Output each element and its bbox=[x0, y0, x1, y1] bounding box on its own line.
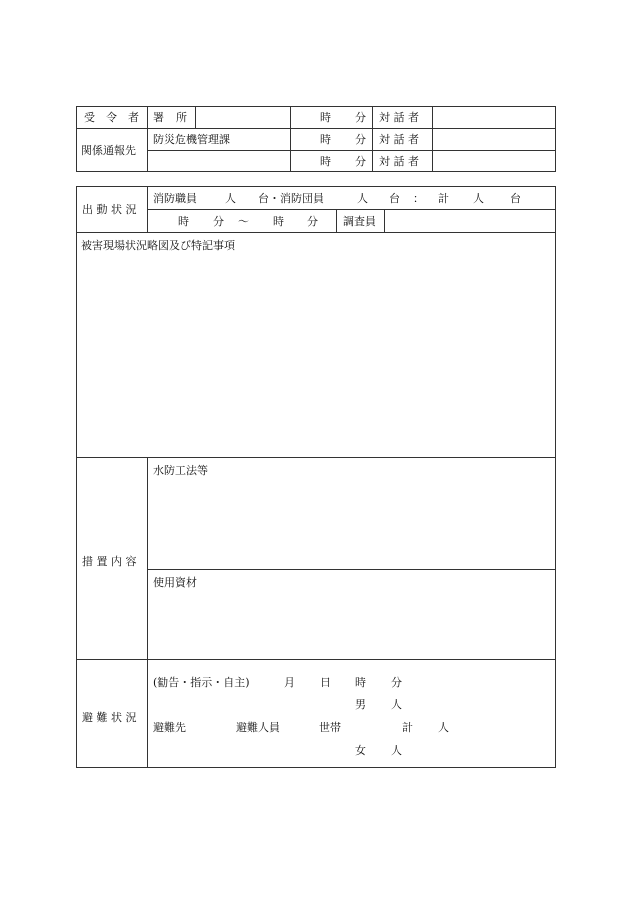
evacuation-minute: 分 bbox=[391, 676, 402, 689]
row1-minute: 分 bbox=[355, 111, 366, 124]
total-label: 計 bbox=[438, 192, 449, 205]
evac-total-unit: 人 bbox=[438, 721, 449, 734]
receiver-label: 受 令 者 bbox=[84, 111, 139, 124]
disaster-dept: 防災危機管理課 bbox=[153, 133, 230, 146]
evacuation-label: 避 難 状 況 bbox=[82, 711, 137, 724]
dispatch-end-hour: 時 bbox=[273, 215, 284, 228]
male-label: 男 bbox=[355, 698, 366, 711]
report-table bbox=[76, 186, 556, 768]
volunteer-vehicle-unit: 台 bbox=[389, 192, 400, 205]
row3-minute: 分 bbox=[355, 155, 366, 168]
related-notify-label: 関係通報先 bbox=[81, 144, 136, 157]
evacuation-hour: 時 bbox=[355, 676, 366, 689]
volunteer-people-unit: 人 bbox=[357, 192, 368, 205]
flood-method-label: 水防工法等 bbox=[153, 464, 208, 477]
row3-interlocutor: 対 話 者 bbox=[379, 155, 419, 168]
dispatch-start-hour: 時 bbox=[178, 215, 189, 228]
dispatch-tilde: ～ bbox=[238, 215, 249, 228]
row2-interlocutor: 対 話 者 bbox=[379, 133, 419, 146]
station-label-2: 所 bbox=[176, 111, 187, 124]
dispatch-end-minute: 分 bbox=[307, 215, 318, 228]
evacuation-day: 日 bbox=[320, 676, 331, 689]
dispatch-label: 出 動 状 況 bbox=[82, 203, 137, 216]
measures-label: 措 置 内 容 bbox=[82, 555, 137, 568]
dispatch-start-minute: 分 bbox=[213, 215, 224, 228]
evacuation-type: (勧告・指示・自主) bbox=[153, 676, 250, 689]
household-label: 世帯 bbox=[319, 721, 341, 734]
row1-hour: 時 bbox=[320, 111, 331, 124]
row2-minute: 分 bbox=[355, 133, 366, 146]
evacuation-month: 月 bbox=[284, 676, 295, 689]
row2-hour: 時 bbox=[320, 133, 331, 146]
row1-interlocutor: 対 話 者 bbox=[379, 111, 419, 124]
colon: ： bbox=[413, 192, 424, 205]
materials-label: 使用資材 bbox=[153, 576, 197, 589]
station-label: 署 bbox=[153, 111, 164, 124]
evacuation-destination: 避難先 bbox=[153, 721, 186, 734]
total-people-unit: 人 bbox=[473, 192, 484, 205]
female-label: 女 bbox=[355, 744, 366, 757]
total-vehicle-unit: 台 bbox=[510, 192, 521, 205]
female-unit: 人 bbox=[391, 744, 402, 757]
evac-total-label: 計 bbox=[402, 721, 413, 734]
fire-staff-people-unit: 人 bbox=[225, 192, 236, 205]
fire-staff-label: 消防職員 bbox=[153, 192, 197, 205]
male-unit: 人 bbox=[391, 698, 402, 711]
evacuee-count-label: 避難人員 bbox=[236, 721, 280, 734]
damage-sketch-label: 被害現場状況略図及び特記事項 bbox=[81, 239, 235, 252]
row3-hour: 時 bbox=[320, 155, 331, 168]
investigator-label: 調査員 bbox=[343, 215, 376, 228]
notification-table bbox=[76, 106, 556, 172]
fire-volunteer-label: 台・消防団員 bbox=[258, 192, 324, 205]
